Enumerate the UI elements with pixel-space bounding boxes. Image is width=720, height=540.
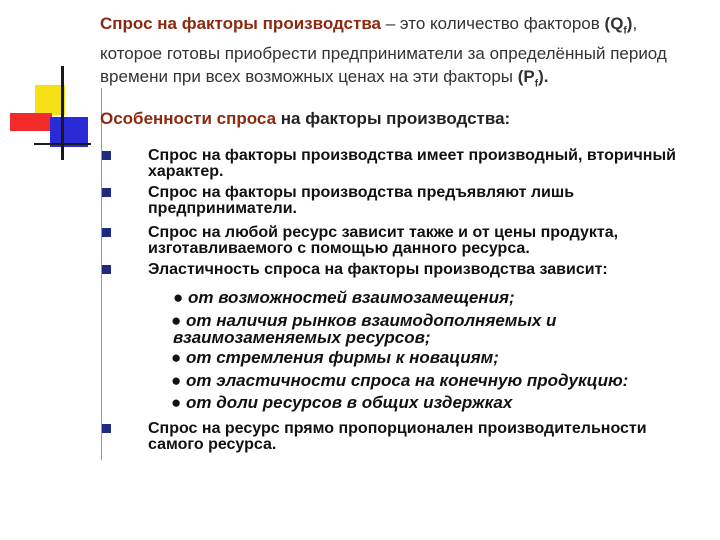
bullet-square-icon [102, 151, 111, 160]
sub-item: ● от наличия рынков взаимодополняемых и [171, 311, 557, 330]
sub-item: ● от возможностей взаимозамещения; [173, 288, 515, 307]
definition-text-2: , которое готовы приобрести предприниматели за определённый период времени при всех возможных ценах на эти факторы [100, 14, 667, 87]
section-subtitle [100, 109, 510, 129]
bullet-square-icon [102, 228, 111, 237]
sub-item: ● от доли ресурсов в общих издержках [171, 393, 513, 412]
bullet-square-icon [102, 424, 111, 433]
sub-item: ● от стремления фирмы к новациям; [171, 348, 499, 367]
list-item: Эластичность спроса на факторы производства зависит: [100, 262, 700, 283]
list-item: Спрос на ресурс прямо пропорционален производительности самого ресурса. [100, 421, 700, 453]
decor-horizontal-line [34, 143, 91, 145]
variable-q: Q [610, 14, 624, 33]
subtitle-rest: на факторы производства: [276, 109, 511, 128]
variable-q-sub: f [623, 25, 627, 37]
definition-text-1: – это количество факторов [381, 14, 605, 33]
definition-paragraph: Спрос на факторы производства – это количество факторов $(Q_f)$, которое готовы приобрести предприниматели за определённый период времени при всех возможных ценах на эти факторы $(P_f)$. [100, 14, 667, 90]
sub-list [100, 283, 700, 412]
list-item: Спрос на факторы производства имеет производный, вторичный характер. [100, 148, 700, 185]
decor-vertical-line [61, 66, 64, 160]
sub-item: ● от эластичности спроса на конечную продукцию: [171, 371, 629, 390]
sub-item: взаимозаменяемых ресурсов; [173, 328, 431, 347]
decor-red-bar [10, 113, 52, 131]
list-item: Спрос на факторы производства предъявляют лишь предприниматели. [100, 185, 700, 225]
bullet-square-icon [102, 188, 111, 197]
definition-text-3: ). [538, 67, 549, 87]
bullet-list [100, 148, 700, 453]
subtitle-term: Особенности спроса [100, 109, 277, 128]
list-item: Спрос на любой ресурс зависит также и от цены продукта, изготавливаемого с помощью данного ресурса. [100, 225, 700, 262]
bullet-square-icon [102, 265, 111, 274]
variable-p: P [523, 67, 535, 87]
variable-p-sub: f [534, 78, 539, 90]
definition-term: Спрос на факторы производства [100, 14, 382, 33]
